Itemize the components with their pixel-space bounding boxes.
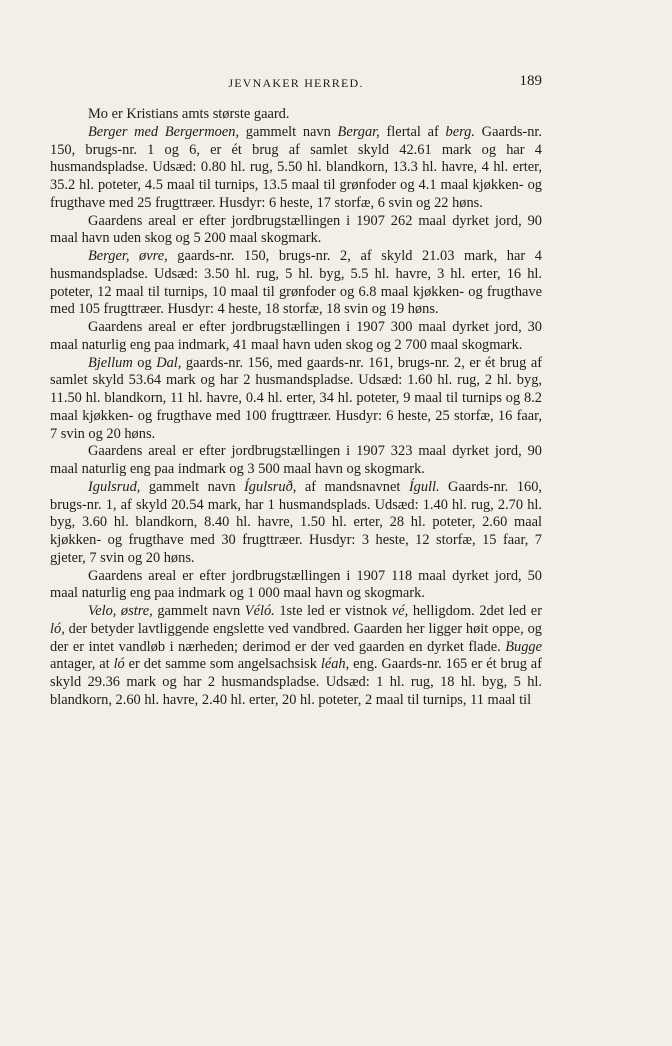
text-run: Igulsrud, bbox=[88, 478, 141, 495]
text-run: vé, bbox=[391, 603, 409, 619]
text-run: der betyder lavtliggende engslette ved vandbred. Gaarden her ligger høit oppe, og der er intet vandløb i nærheden; derimod er der ved gaarden en dyrket flade. bbox=[50, 620, 542, 655]
text-run: ló bbox=[113, 656, 125, 673]
paragraph bbox=[50, 479, 542, 568]
paragraph bbox=[50, 248, 542, 319]
text-run: Bugge bbox=[505, 638, 542, 655]
text-run: Gaardens areal er efter jordbrugstællingen i 1907 323 maal dyrket jord, 90 maal naturlig eng paa indmark og 3 500 maal havn og skogmark. bbox=[50, 443, 542, 477]
paragraph bbox=[50, 319, 542, 355]
text-run: gaards-nr. 150, brugs-nr. 2, af skyld 21.03 mark, har 4 husmandspladse. Udsæd: 3.50 hl. rug, 5 hl. byg, 5.5 hl. havre, 3 hl. erter, 16 hl. poteter, 12 maal til turnips, 10 maal til grønfoder og 6.8 maal kjøkken- og frugthave med 105 frugttræer. Husdyr: 4 heste, 18 storfæ, 18 svin og 19 høns. bbox=[50, 248, 542, 318]
paragraph bbox=[50, 213, 542, 249]
text-run: gammelt navn bbox=[152, 603, 245, 619]
text-run: eng. Gaards-nr. 165 er ét brug af skyld 29.36 mark og har 2 husmandspladse. Udsæd: 1 hl. rug, 18 hl. byg, 5 hl. blandkorn, 2.60 hl. havre, 2.40 hl. erter, 20 hl. poteter, 2 maal til turnips, 11 maal til bbox=[50, 656, 542, 708]
text-run: léah, bbox=[320, 656, 350, 673]
text-run: Ígull. bbox=[408, 478, 440, 495]
text-run: Velo, østre, bbox=[88, 603, 153, 619]
paragraph bbox=[50, 568, 542, 604]
text-run: ló, bbox=[50, 620, 65, 637]
text-run: Gaardens areal er efter jordbrugstællingen i 1907 118 maal dyrket jord, 50 maal naturlig eng paa indmark og 1 000 maal havn og skogmark. bbox=[50, 567, 542, 602]
text-run: Mo er Kristians amts største gaard. bbox=[88, 106, 290, 122]
text-run: gaards-nr. 156, med gaards-nr. 161, brugs-nr. 2, er ét brug af samlet skyld 53.64 mark og har 2 husmandspladse. Udsæd: 1.60 hl. rug, 2 hl. byg, 11.50 hl. blandkorn, 11 hl. havre, 0.4 hl. erter, 34 hl. poteter, 9 maal til turnips og 8.2 maal kjøkken- og frugthave med 100 frugttræer. Husdyr: 6 heste, 25 storfæ, 16 faar, 7 svin og 20 høns. bbox=[50, 354, 542, 442]
text-run: Gaardens areal er efter jordbrugstællingen i 1907 262 maal dyrket jord, 90 maal havn uden skog og 5 200 maal skogmark. bbox=[50, 212, 542, 247]
paragraph bbox=[50, 124, 542, 213]
text-run: Gaards-nr. 150, brugs-nr. 1 og 6, er ét brug af samlet skyld 42.61 mark og har 4 husmandspladse. Udsæd: 0.80 hl. rug, 5.50 hl. blandkorn, 13.3 hl. havre, 4 hl. erter, 35.2 hl. poteter, 4.5 maal til turnips, 13.5 maal til grønfoder og 4.1 maal kjøkken- og frugthave med 25 frugttræer. Husdyr: 6 heste, 17 storfæ, 6 svin og 22 høns. bbox=[50, 123, 543, 211]
text-run: Bergar, bbox=[337, 123, 380, 140]
text-run: Gaards-nr. 160, brugs-nr. 1, af skyld 20.54 mark, har 1 husmandsplads. Udsæd: 1.40 hl. rug, 2.70 hl. byg, 3.60 hl. blandkorn, 8.40 hl. havre, 1.50 hl. erter, 28 hl. poteter, 2.60 maal kjøkken- og frugthave med 30 frugttræer. Husdyr: 3 heste, 12 storfæ, 15 faar, 7 gjeter, 7 svin og 20 høns. bbox=[50, 478, 543, 566]
text-run: 1ste led er vistnok bbox=[274, 603, 392, 619]
text-run: Berger med Bergermoen, bbox=[88, 123, 240, 140]
text-run: Ígulsruð, bbox=[244, 478, 297, 495]
text-run: Dal, bbox=[156, 354, 182, 371]
text-run: antager, at bbox=[50, 656, 114, 673]
text-run: er det samme som angelsachsisk bbox=[124, 656, 321, 673]
text-run: af mandsnavnet bbox=[296, 478, 409, 495]
running-head: JEVNAKER HERRED. bbox=[228, 76, 364, 90]
paragraph bbox=[50, 443, 542, 479]
text-run: Véló. bbox=[244, 603, 275, 619]
text-run: flertal af bbox=[379, 123, 446, 140]
text-run: gammelt navn bbox=[239, 123, 338, 140]
page-header bbox=[50, 73, 542, 98]
paragraph bbox=[50, 106, 542, 124]
text-run: Berger, øvre, bbox=[88, 248, 168, 264]
paragraph bbox=[50, 603, 542, 710]
text-run: berg. bbox=[445, 123, 475, 140]
body-text bbox=[50, 106, 542, 710]
text-run: helligdom. 2det led er bbox=[408, 603, 542, 619]
text-run: og bbox=[132, 354, 157, 371]
page-number: 189 bbox=[519, 73, 542, 89]
text-run: gammelt navn bbox=[140, 478, 245, 495]
text-run: Gaardens areal er efter jordbrugstællingen i 1907 300 maal dyrket jord, 30 maal naturlig eng paa indmark, 41 maal havn uden skog og 2 700 maal skogmark. bbox=[50, 319, 542, 353]
paragraph bbox=[50, 355, 542, 444]
text-run: Bjellum bbox=[88, 354, 133, 371]
